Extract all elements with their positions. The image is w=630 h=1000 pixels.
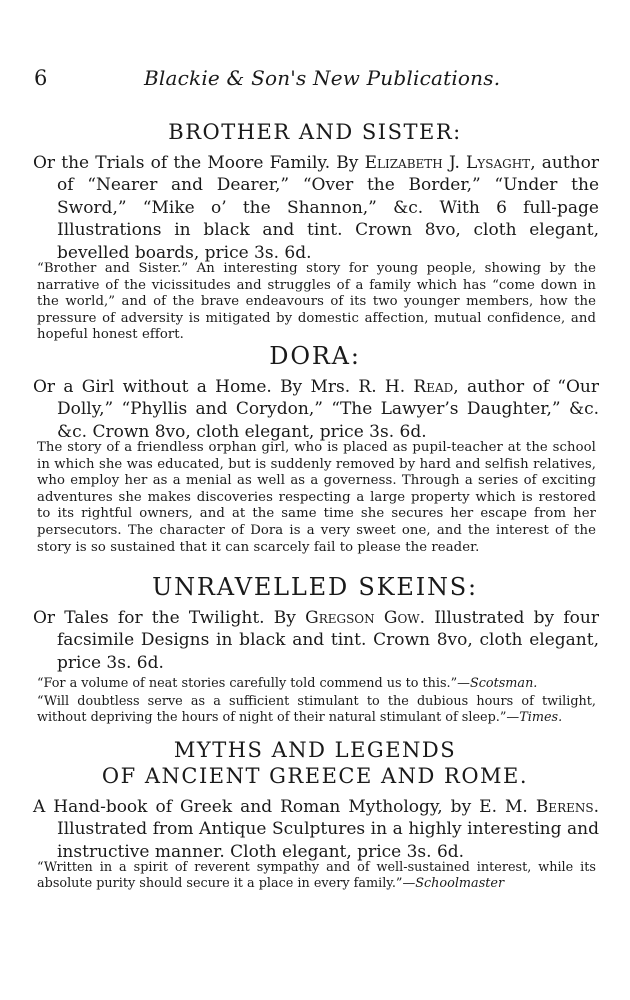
description-text: . Illustrated by four facsimile Designs in black and tint. Crown 8vo, cloth elegant, price 3s. 6d. [57, 608, 599, 673]
press-quote [37, 694, 596, 727]
quote-source: Scotsman. [469, 676, 538, 691]
entry-title: MYTHS AND LEGENDS [173, 738, 457, 762]
author-name: Read [413, 377, 454, 397]
author-name: Berens [535, 797, 594, 817]
quote-text: “Written in a spirit of reverent sympathy and of well-sustained interest, while its absolute purity should secure it a place in every family.”— [37, 860, 596, 892]
author-name: Gregson Gow [305, 608, 420, 628]
entry-title-line2: OF ANCIENT GREECE AND ROME. [101, 764, 529, 788]
quote-source: Schoolmaster [415, 876, 505, 892]
running-title: Blackie & Son's New Publications. [144, 66, 501, 90]
entry-description [33, 152, 599, 264]
description-text: , author of “Nearer and Dearer,” “Over the Border,” “Under the Sword,” “Mike o’ the Shannon,” &c. With 6 full-page Illustrations in black and tint. Crown 8vo, cloth elegant, bevelled boards, price 3s. 6d. [57, 153, 599, 263]
press-quote [37, 676, 596, 692]
quote-text: “Will doubtless serve as a sufficient stimulant to the dubious hours of twilight, without depriving the hours of night of their natural stimulant of sleep.”— [37, 694, 596, 726]
entry-title: DORA: [269, 342, 361, 370]
entry-description [33, 796, 599, 863]
entry-description [33, 607, 599, 674]
description-text: Or Tales for the Twilight. By [33, 608, 306, 628]
description-text: A Hand-book of Greek and Roman Mythology, by E. M. [33, 797, 536, 817]
entry-title: BROTHER AND SISTER: [168, 120, 462, 144]
description-text: , author of “Our Dolly,” “Phyllis and Corydon,” “The Lawyer’s Daughter,” &c. &c. Crown 8vo, cloth elegant, price 3s. 6d. [57, 377, 599, 442]
press-quote [37, 860, 596, 893]
quote-source: Times. [519, 710, 563, 726]
entry-description [33, 376, 599, 443]
page-header [34, 66, 596, 96]
entry-review: The story of a friendless orphan girl, who is placed as pupil-teacher at the school in which she was educated, but is suddenly removed by hard and selfish relatives, who employ her as a menial as well as a governess. Through a series of exciting adventures she makes discoveries respecting a large property which is restored to its rightful owners, and at the same time she secures her escape from her persecutors. The character of Dora is a very sweet one, and the interest of the story is so sustained that it can scarcely fail to please the reader. [37, 440, 596, 555]
entry-review: “Brother and Sister.” An interesting story for young people, showing by the narrative of the vicissitudes and struggles of a family which has “come down in the world,” and of the brave endeavours of its two younger members, how the pressure of adversity is mitigated by domestic affection, mutual confidence, and hopeful honest effort. [37, 261, 596, 343]
description-text: Or a Girl without a Home. By Mrs. R. H. [33, 377, 414, 397]
description-text: Or the Trials of the Moore Family. By [33, 153, 365, 173]
description-text: . Illustrated from Antique Sculptures in a highly interesting and instructive manner. Cloth elegant, price 3s. 6d. [57, 797, 599, 862]
author-name: Elizabeth J. Lysaght [364, 153, 531, 173]
page-number: 6 [34, 66, 48, 90]
entry-title: UNRAVELLED SKEINS: [152, 573, 478, 601]
quote-text: “For a volume of neat stories carefully told commend us to this.”— [37, 676, 470, 691]
